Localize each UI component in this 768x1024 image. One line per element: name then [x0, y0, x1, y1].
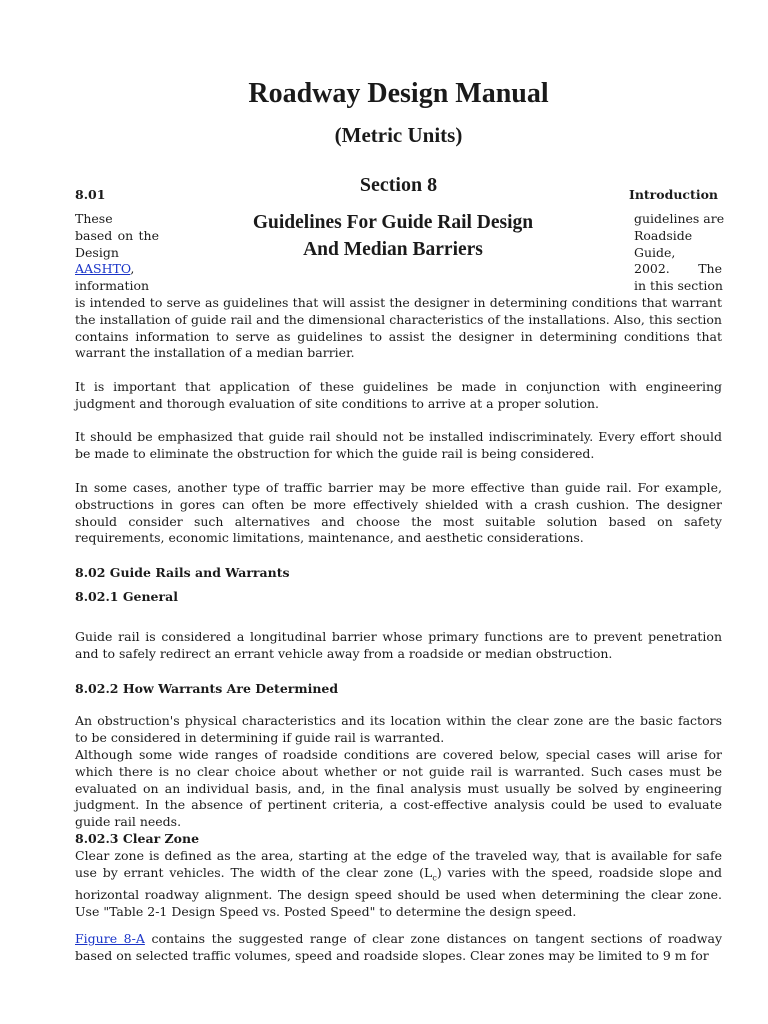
general-paragraph: Guide rail is considered a longitudinal barrier whose primary functions are to prevent penetration and to safely redirect an errant vehicle away from a roadside or median obstruction.: [75, 629, 722, 661]
right-line: 2002. The: [634, 261, 722, 277]
right-line: Guide,: [634, 244, 676, 260]
heading-8021: 8.02.1 General: [75, 589, 178, 604]
figure-paragraph: [75, 931, 722, 965]
intro-paragraph-2: It is important that application of these guidelines be made in conjunction with engineering judgment and thorough evaluation of site conditions to arrive at a proper solution.: [75, 379, 722, 411]
intro-paragraph-4: In some cases, another type of traffic barrier may be more effective than guide rail. For example, obstructions in gores can often be more effectively shielded with a crash cushion. The designer should consider such alternatives and choose the most suitable solution based on safety requirements, economic limitations, maintenance, and aesthetic considerations.: [75, 480, 722, 546]
left-line: based on the: [75, 227, 159, 243]
heading-8022: 8.02.2 How Warrants Are Determined: [75, 681, 339, 696]
guidelines-title-line2: And Median Barriers: [303, 239, 483, 260]
intro-right-column: [634, 211, 725, 295]
clear-zone-text-a: Clear zone is defined as the area, starting at the edge of the traveled way, that is available for safe use by errant vehicles. The width of the clear zone (L: [75, 848, 722, 880]
aashto-link[interactable]: AASHTO: [75, 261, 131, 277]
left-line: These: [75, 211, 113, 226]
introduction-heading: Introduction: [628, 187, 718, 202]
clear-zone-paragraph: [75, 848, 722, 921]
page-title: Roadway Design Manual: [248, 78, 549, 109]
figure-paragraph-text: contains the suggested range of clear zone distances on tangent sections of roadway based on selected traffic volumes, speed and roadside slopes. Clear zones may be limited to 9 m for: [75, 931, 723, 963]
guidelines-title: [223, 209, 563, 263]
intro-continuation: is intended to serve as guidelines that will assist the designer in determining conditions that warrant the installation of guide rail and the dimensional characteristics of the installations. Also, this section contains information to serve as guidelines to assist the designer in determining conditions that warrant the installation of a median barrier.: [75, 295, 722, 361]
intro-left-column: [75, 211, 159, 295]
heading-8023: 8.02.3 Clear Zone: [75, 831, 200, 846]
heading-802: 8.02 Guide Rails and Warrants: [75, 565, 290, 580]
warrants-paragraph-1: An obstruction's physical characteristics and its location within the clear zone are the basic factors to be considered in determining if guide rail is warranted.: [75, 713, 722, 745]
left-line: information: [75, 278, 150, 294]
left-line-aashto: AASHTO,: [75, 261, 135, 277]
warrants-paragraph-2: Although some wide ranges of roadside conditions are covered below, special cases will arise for which there is no clear choice about whether or not guide rail is warranted. Such cases must be evaluated on an individual basis, and, in the final analysis must usually be solved by engineering judgment. In the absence of pertinent criteria, a cost-effective analysis could be used to evaluate guide rail needs.: [75, 747, 722, 830]
section-title: Section 8: [359, 174, 438, 196]
right-line: guidelines are: [634, 211, 725, 226]
figure-8a-link[interactable]: Figure 8-A: [75, 931, 145, 946]
right-line: Roadside: [634, 227, 693, 243]
intro-paragraph-3: It should be emphasized that guide rail should not be installed indiscriminately. Every effort should be made to eliminate the obstruction for which the guide rail is being considered.: [75, 429, 722, 461]
left-line: Design: [75, 244, 119, 260]
guidelines-title-line1: Guidelines For Guide Rail Design: [252, 212, 534, 233]
page-subtitle: (Metric Units): [334, 123, 463, 147]
section-number: 8.01: [75, 187, 106, 202]
clear-zone-subscript: c: [432, 873, 437, 883]
clear-zone-text-b: ) varies with the speed, roadside slope and horizontal roadway alignment. The design speed should be used when determining the clear zone. Use "Table 2-1 Design Speed vs. Posted Speed" to determine the design speed.: [75, 864, 722, 919]
right-line: in this section: [634, 278, 723, 294]
